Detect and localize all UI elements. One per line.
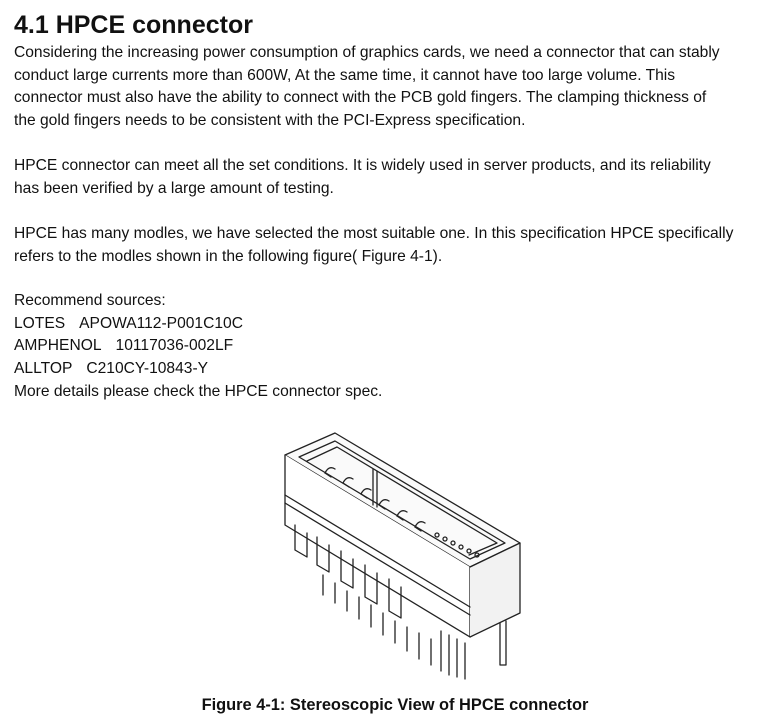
source-item <box>14 313 382 336</box>
text-line: conduct large currents more than 600W, At the same time, it cannot have too large volume. This <box>14 66 676 84</box>
paragraph-power-requirements <box>14 42 720 133</box>
source-part-number: C210CY-10843-Y <box>86 360 209 378</box>
paragraph-reliability <box>14 155 711 200</box>
sources-intro: Recommend sources: <box>14 292 166 309</box>
sources-outro: More details please check the HPCE connector spec. <box>14 382 383 400</box>
source-item <box>14 358 382 381</box>
source-vendor: LOTES <box>14 314 66 332</box>
figure-caption: Figure 4-1: Stereoscopic View of HPCE connector <box>201 696 589 714</box>
source-part-number: APOWA112-P001C10C <box>79 314 243 332</box>
text-line: HPCE has many modles, we have selected the most suitable one. In this specification HPCE specifically <box>14 225 734 242</box>
section-heading: 4.1 HPCE connector <box>14 11 253 39</box>
source-part-number: 10117036-002LF <box>115 337 234 355</box>
hpce-connector-drawing-icon <box>265 425 530 680</box>
text-line: connector must also have the ability to connect with the PCB gold fingers. The clamping thickness of <box>14 89 707 107</box>
figure-hpce-connector <box>265 425 530 680</box>
text-line: the gold fingers needs to be consistent with the PCI-Express specification. <box>14 112 526 130</box>
text-line: HPCE connector can meet all the set conditions. It is widely used in server products, and its reliability <box>14 157 711 174</box>
text-line: Considering the increasing power consumption of graphics cards, we need a connector that can stably <box>14 44 720 61</box>
text-line: refers to the modles shown in the following figure( Figure 4-1). <box>14 247 443 265</box>
paragraph-models <box>14 223 733 268</box>
source-vendor: AMPHENOL <box>14 337 102 355</box>
source-item <box>14 335 382 358</box>
source-vendor: ALLTOP <box>14 360 73 378</box>
text-line: has been verified by a large amount of testing. <box>14 179 334 197</box>
recommended-sources-list <box>14 290 382 404</box>
